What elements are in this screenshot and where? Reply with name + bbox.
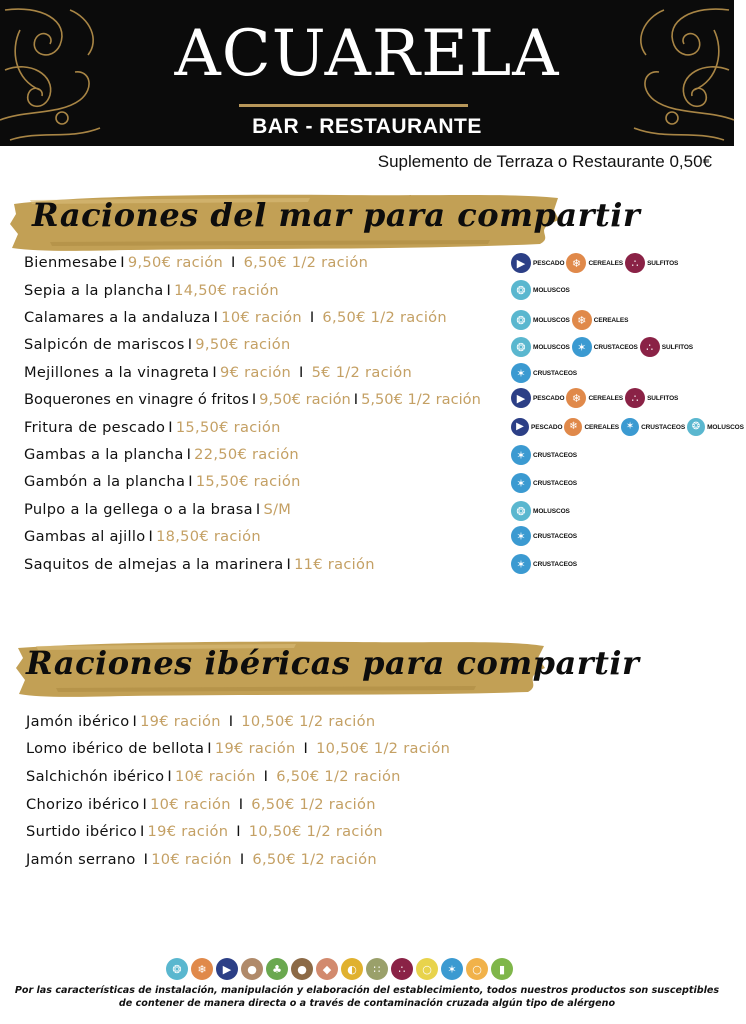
allergen-tag-crustaceos <box>621 418 685 436</box>
item-price: 6,50€ 1/2 ración <box>322 309 447 326</box>
allergen-tag-pescado <box>511 418 562 436</box>
allergen-label: SULFITOS <box>661 343 694 351</box>
allergen-tag-cereales <box>564 418 619 436</box>
item-name: Calamares a la andaluza <box>24 309 211 326</box>
almond-icon: ◆ <box>316 958 338 980</box>
sulfites-icon: ∴ <box>625 253 645 273</box>
restaurant-name: ACUARELA <box>174 17 560 91</box>
separator: I <box>166 282 172 299</box>
allergen-tag-cereales <box>566 388 623 408</box>
item-price: 10€ ración <box>151 851 232 868</box>
item-name: Gambas a la plancha <box>24 446 184 463</box>
shell-icon: ❂ <box>166 958 188 980</box>
separator: I <box>187 336 193 353</box>
menu-item <box>26 737 450 761</box>
separator: I <box>231 823 246 840</box>
item-name: Gambas al ajillo <box>24 528 146 545</box>
item-price: S/M <box>263 501 292 518</box>
allergen-tag-cereales <box>566 253 623 273</box>
item-price: 6,50€ 1/2 ración <box>276 768 401 785</box>
section-title: Raciones del mar para compartir <box>32 196 641 234</box>
separator: I <box>258 768 274 785</box>
allergen-label: CEREALES <box>588 394 624 402</box>
item-price: 11€ ración <box>294 556 375 573</box>
item-name: Jamón ibérico <box>26 713 130 730</box>
item-price: 22,50€ ración <box>194 446 299 463</box>
allergen-label: CRUSTACEOS <box>533 479 578 487</box>
wheat-icon: ❄ <box>564 418 582 436</box>
separator: I <box>294 364 309 381</box>
allergen-tags <box>511 553 579 575</box>
separator: I <box>213 309 219 326</box>
allergen-legend <box>166 958 516 980</box>
separator: I <box>120 254 125 271</box>
allergen-tag-moluscos <box>687 418 744 436</box>
sesame-icon: ∷ <box>366 958 388 980</box>
item-name: Surtido ibérico <box>26 823 137 840</box>
crab-icon: ✶ <box>621 418 639 436</box>
separator: I <box>255 501 261 518</box>
menu-item <box>24 443 299 467</box>
shell-icon: ❂ <box>511 337 531 357</box>
allergen-label: PESCADO <box>533 259 565 267</box>
separator: I <box>167 768 172 785</box>
allergen-label: CRUSTACEOS <box>593 343 638 351</box>
separator: I <box>188 473 193 490</box>
item-name: Pulpo a la gellega o a la brasa <box>24 501 253 518</box>
allergen-tag-crustaceos <box>511 363 577 383</box>
separator: I <box>186 446 192 463</box>
shell-icon: ❂ <box>511 280 531 300</box>
allergen-label: CEREALES <box>593 316 629 324</box>
wheat-icon: ❄ <box>566 253 586 273</box>
item-price: 10€ ración <box>221 309 302 326</box>
allergen-label: MOLUSCOS <box>707 423 744 431</box>
item-price: 10€ ración <box>150 796 231 813</box>
item-price: 18,50€ ración <box>156 528 261 545</box>
item-price: 6,50€ 1/2 ración <box>251 796 376 813</box>
menu-item <box>24 553 375 577</box>
allergen-tag-cereales <box>572 310 629 330</box>
section-banner-iberian <box>16 636 640 700</box>
allergen-tag-crustaceos <box>511 554 577 574</box>
item-name: Sepia a la plancha <box>24 282 164 299</box>
allergen-tag-crustaceos <box>572 337 638 357</box>
separator: I <box>304 309 320 326</box>
allergen-tag-pescado <box>511 253 564 273</box>
separator: I <box>233 796 249 813</box>
item-name: Lomo ibérico de bellota <box>26 740 205 757</box>
crab-icon: ✶ <box>511 363 531 383</box>
allergen-label: MOLUSCOS <box>533 343 570 351</box>
allergen-tag-sulfitos <box>640 337 693 357</box>
header-divider <box>239 104 468 107</box>
item-price: 14,50€ ración <box>174 282 279 299</box>
item-price: 15,50€ ración <box>195 473 301 490</box>
allergen-tag-moluscos <box>511 337 570 357</box>
item-price: 10,50€ 1/2 ración <box>248 823 383 840</box>
allergen-tag-sulfitos <box>625 388 678 408</box>
item-name: Gambón a la plancha <box>24 473 186 490</box>
section-title: Raciones ibéricas para compartir <box>26 644 640 682</box>
menu-item <box>24 388 481 412</box>
allergen-disclaimer: Por las características de instalación, manipulación y elaboración del establecimiento, todos nuestros productos son susceptibles de contener de manera directa o a través de contaminación cruzada algún tipo de alérgeno <box>14 985 720 1009</box>
fish-icon: ▶ <box>511 388 531 408</box>
sulfites-icon: ∴ <box>391 958 413 980</box>
allergen-label: MOLUSCOS <box>533 507 570 515</box>
wheat-icon: ❄ <box>191 958 213 980</box>
allergen-label: CRUSTACEOS <box>533 451 578 459</box>
separator: I <box>212 364 217 381</box>
allergen-label: PESCADO <box>533 394 565 402</box>
menu-item <box>26 820 383 844</box>
fish-icon: ▶ <box>511 253 531 273</box>
menu-item <box>24 416 281 440</box>
allergen-tags <box>511 525 579 547</box>
separator: I <box>226 254 241 271</box>
shell-icon: ❂ <box>687 418 705 436</box>
allergen-label: SULFITOS <box>647 259 679 267</box>
item-price: 6,50€ 1/2 ración <box>243 254 369 271</box>
separator: I <box>207 740 212 757</box>
crab-icon: ✶ <box>511 526 531 546</box>
allergen-label: PESCADO <box>531 423 563 431</box>
item-name: Saquitos de almejas a la marinera <box>24 556 284 573</box>
item-price: 9,50€ ración <box>127 254 224 271</box>
celery-icon: ♣ <box>266 958 288 980</box>
allergen-label: CRUSTACEOS <box>641 423 686 431</box>
separator: I <box>223 713 239 730</box>
allergen-label: SULFITOS <box>647 394 679 402</box>
item-price: 10€ ración <box>175 768 256 785</box>
item-name: Jamón serrano <box>26 851 136 868</box>
menu-item <box>26 793 376 817</box>
menu-item <box>24 361 412 385</box>
lupin-icon: ◐ <box>341 958 363 980</box>
item-name: Chorizo ibérico <box>26 796 140 813</box>
separator: I <box>234 851 250 868</box>
peanut-icon: ● <box>241 958 263 980</box>
allergen-label: CRUSTACEOS <box>533 369 578 377</box>
allergen-tag-moluscos <box>511 280 570 300</box>
separator: I <box>132 713 138 730</box>
item-name: Mejillones a la vinagreta <box>24 364 210 381</box>
allergen-tag-sulfitos <box>625 253 678 273</box>
crab-icon: ✶ <box>572 337 592 357</box>
crab-icon: ✶ <box>511 554 531 574</box>
crab-icon: ✶ <box>511 445 531 465</box>
item-price: 10,50€ 1/2 ración <box>316 740 451 757</box>
egg-icon: ● <box>291 958 313 980</box>
menu-item <box>26 848 377 872</box>
allergen-tags <box>511 279 572 301</box>
allergen-tag-crustaceos <box>511 445 577 465</box>
allergen-label: CRUSTACEOS <box>533 560 578 568</box>
item-price: 5,50€ 1/2 ración <box>361 391 481 408</box>
allergen-tag-crustaceos <box>511 473 577 493</box>
item-price: 19€ ración <box>140 713 221 730</box>
fish-icon: ▶ <box>216 958 238 980</box>
menu-item <box>26 710 375 734</box>
separator: I <box>251 391 257 408</box>
allergen-tags <box>511 309 630 331</box>
section-banner-sea <box>10 190 641 254</box>
crab-icon: ✶ <box>511 473 531 493</box>
item-price: 9,50€ ración <box>259 391 351 408</box>
menu-item <box>24 279 279 303</box>
item-name: Salpicón de mariscos <box>24 336 185 353</box>
separator: I <box>139 823 145 840</box>
item-price: 19€ ración <box>147 823 229 840</box>
separator: I <box>142 796 148 813</box>
item-price: 9,50€ ración <box>195 336 291 353</box>
menu-item <box>24 306 447 330</box>
allergen-tag-crustaceos <box>511 526 577 546</box>
menu-item <box>24 470 301 494</box>
item-price: 19€ ración <box>214 740 296 757</box>
item-name: Bienmesabe <box>24 254 118 271</box>
wheat-icon: ❄ <box>572 310 592 330</box>
allergen-label: MOLUSCOS <box>533 316 570 324</box>
sulfites-icon: ∴ <box>640 337 660 357</box>
allergen-tags <box>511 362 579 384</box>
crab-icon: ✶ <box>441 958 463 980</box>
allergen-tags <box>511 387 680 409</box>
wheat-icon: ❄ <box>566 388 586 408</box>
menu-item <box>24 251 368 275</box>
separator: I <box>138 851 149 868</box>
shell-icon: ❂ <box>511 501 531 521</box>
allergen-label: CEREALES <box>588 259 624 267</box>
item-price: 10,50€ 1/2 ración <box>241 713 376 730</box>
sulfites-icon: ∴ <box>625 388 645 408</box>
separator: I <box>353 391 359 408</box>
separator: I <box>148 528 154 545</box>
mustard-icon: ○ <box>416 958 438 980</box>
allergen-tag-moluscos <box>511 501 570 521</box>
item-price: 15,50€ ración <box>175 419 281 436</box>
soy-icon: ○ <box>466 958 488 980</box>
item-price: 9€ ración <box>220 364 292 381</box>
item-name: Salchichón ibérico <box>26 768 165 785</box>
separator: I <box>286 556 292 573</box>
restaurant-subtitle: BAR - RESTAURANTE <box>252 115 482 138</box>
menu-item <box>24 525 261 549</box>
shell-icon: ❂ <box>511 310 531 330</box>
allergen-label: CEREALES <box>584 423 620 431</box>
allergen-tags <box>511 444 579 466</box>
allergen-tag-moluscos <box>511 310 570 330</box>
allergen-tags <box>511 336 695 358</box>
terrace-surcharge-note: Suplemento de Terraza o Restaurante 0,50€ <box>377 152 712 171</box>
allergen-label: MOLUSCOS <box>533 286 570 294</box>
allergen-tags <box>511 472 579 494</box>
allergen-tags <box>511 416 746 438</box>
item-price: 6,50€ 1/2 ración <box>252 851 377 868</box>
menu-item <box>24 333 291 357</box>
allergen-tags <box>511 500 572 522</box>
item-name: Fritura de pescado <box>24 419 166 436</box>
allergen-tags <box>511 252 680 274</box>
milk-icon: ▮ <box>491 958 513 980</box>
menu-item <box>24 498 291 522</box>
fish-icon: ▶ <box>511 418 529 436</box>
separator: I <box>298 740 314 757</box>
allergen-label: CRUSTACEOS <box>533 532 578 540</box>
separator: I <box>168 419 173 436</box>
menu-item <box>26 765 401 789</box>
item-name: Boquerones en vinagre ó fritos <box>24 391 249 408</box>
allergen-tag-pescado <box>511 388 564 408</box>
item-price: 5€ 1/2 ración <box>311 364 413 381</box>
header-banner <box>0 0 734 146</box>
